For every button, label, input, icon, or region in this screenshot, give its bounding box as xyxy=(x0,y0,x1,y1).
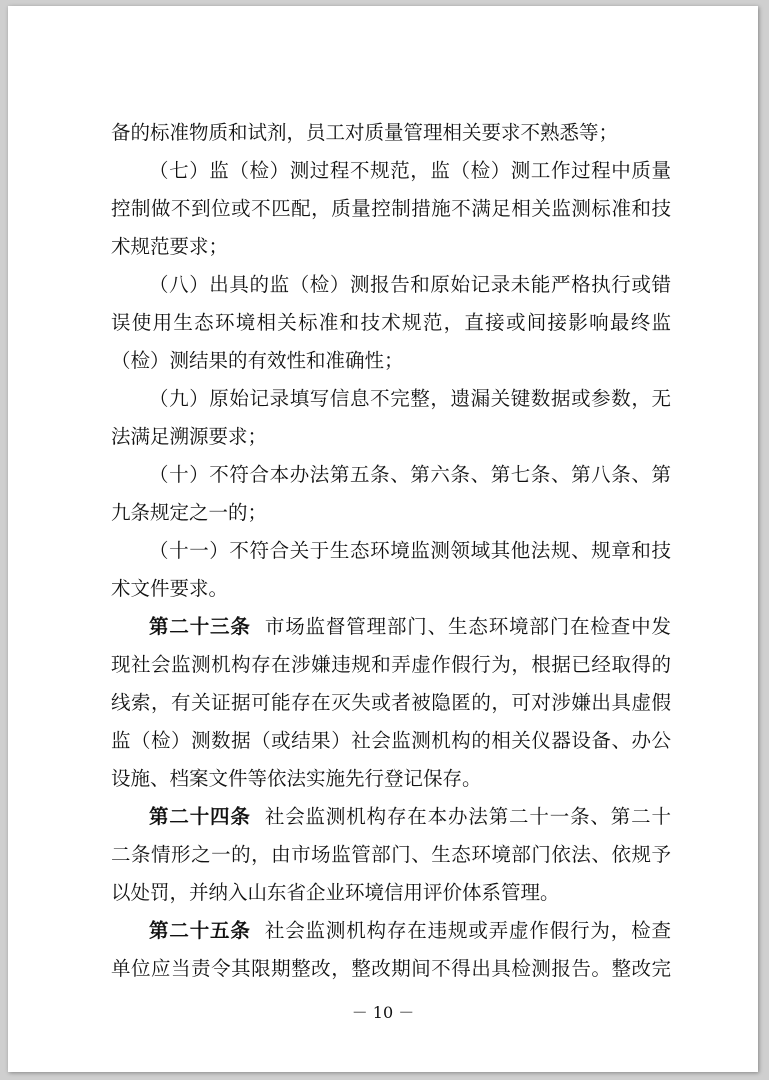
text-line: （七）监（检）测过程不规范，监（检）测工作过程中质量 xyxy=(149,159,671,182)
page-number: － 10 － xyxy=(351,1003,415,1022)
article-25-heading: 第二十五条 xyxy=(149,919,251,942)
article-23-heading: 第二十三条 xyxy=(149,615,251,638)
article-23-first-line xyxy=(149,614,671,640)
text-line: 现社会监测机构存在涉嫌违规和弄虚作假行为，根据已经取得的 xyxy=(111,653,671,676)
text-line: 备的标准物质和试剂，员工对质量管理相关要求不熟悉等； xyxy=(111,121,619,144)
text-line: （十）不符合本办法第五条、第六条、第七条、第八条、第 xyxy=(149,463,671,486)
document-page xyxy=(8,6,758,1072)
text-span: 社会监测机构存在违规或弄虚作假行为，检查 xyxy=(264,919,671,942)
text-line: （检）测结果的有效性和准确性； xyxy=(111,349,404,372)
text-line: （十一）不符合关于生态环境监测领域其他法规、规章和技 xyxy=(149,539,671,562)
text-line: 控制做不到位或不匹配，质量控制措施不满足相关监测标准和技 xyxy=(111,197,671,220)
text-line: 九条规定之一的； xyxy=(111,501,268,524)
text-span: 市场监督管理部门、生态环境部门在检查中发 xyxy=(264,615,671,638)
text-line: 二条情形之一的，由市场监管部门、生态环境部门依法、依规予 xyxy=(111,843,671,866)
text-span: 社会监测机构存在本办法第二十一条、第二十 xyxy=(264,805,671,828)
text-line: （九）原始记录填写信息不完整，遗漏关键数据或参数，无 xyxy=(149,387,671,410)
text-line: 误使用生态环境相关标准和技术规范，直接或间接影响最终监 xyxy=(111,311,671,334)
text-line: 线索，有关证据可能存在灭失或者被隐匿的，可对涉嫌出具虚假 xyxy=(111,691,671,714)
text-line: 以处罚，并纳入山东省企业环境信用评价体系管理。 xyxy=(111,881,560,904)
article-24-first-line xyxy=(149,804,671,830)
text-line: 监（检）测数据（或结果）社会监测机构的相关仪器设备、办公 xyxy=(111,729,671,752)
article-24-heading: 第二十四条 xyxy=(149,805,251,828)
text-line: 术文件要求。 xyxy=(111,577,229,600)
article-25-first-line xyxy=(149,918,671,944)
text-line: 单位应当责令其限期整改，整改期间不得出具检测报告。整改完 xyxy=(111,957,671,980)
text-line: 设施、档案文件等依法实施先行登记保存。 xyxy=(111,767,482,790)
text-line: 术规范要求； xyxy=(111,235,229,258)
text-line: 法满足溯源要求； xyxy=(111,425,268,448)
text-line: （八）出具的监（检）测报告和原始记录未能严格执行或错 xyxy=(149,273,671,296)
